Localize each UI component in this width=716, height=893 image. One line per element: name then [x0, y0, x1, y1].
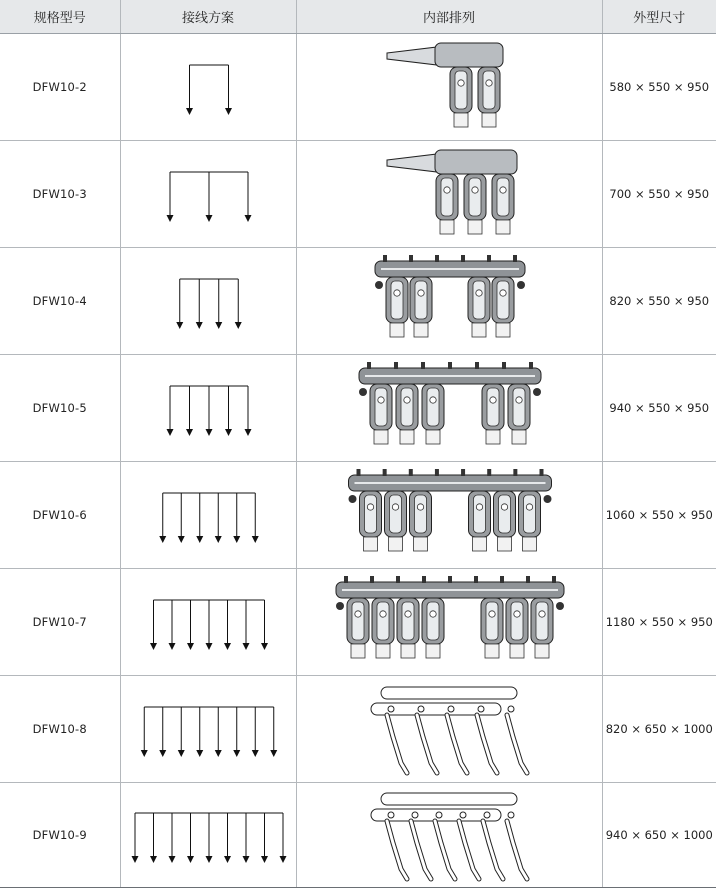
connector-bushing [483, 71, 495, 109]
connector-bushing [497, 178, 509, 216]
connector-bolt [443, 187, 449, 193]
cable-sleeve [535, 644, 549, 658]
side-lug [517, 281, 525, 289]
cable-sleeve [472, 323, 486, 337]
arrow-icon [205, 856, 212, 863]
model-cell: DFW10-6 [0, 462, 120, 569]
connector-bolt [403, 397, 409, 403]
stud [434, 469, 438, 476]
table-row [0, 462, 716, 569]
stud [461, 255, 465, 262]
connector-bushing [391, 281, 403, 319]
stud [418, 706, 424, 712]
cable-sleeve [390, 323, 404, 337]
cable-sleeve [486, 430, 500, 444]
stud [448, 706, 454, 712]
model-cell: DFW10-5 [0, 355, 120, 462]
layout-cell [296, 34, 602, 141]
connector-bolt [392, 504, 398, 510]
layout-cell [296, 783, 602, 888]
elbow-connector [468, 277, 490, 337]
arrow-icon [214, 750, 221, 757]
cable-sleeve [472, 537, 486, 551]
connector-bushing [415, 281, 427, 319]
arrow-icon [225, 429, 232, 436]
connector-bushing [352, 602, 364, 640]
cable-sleeve [512, 430, 526, 444]
arrow-icon [205, 215, 212, 222]
elbow-connector [422, 384, 444, 444]
size-cell: 1180 × 550 × 950 [602, 569, 716, 676]
stud [529, 362, 533, 369]
arrow-icon [196, 536, 203, 543]
arrow-icon [187, 643, 194, 650]
elbow-connector [370, 384, 392, 444]
arrow-icon [140, 750, 147, 757]
arrow-icon [168, 856, 175, 863]
stud [513, 255, 517, 262]
arrow-icon [131, 856, 138, 863]
layout-cell [296, 569, 602, 676]
stud [412, 812, 418, 818]
elbow-connector [396, 384, 418, 444]
wiring-cell [120, 783, 296, 888]
arrow-icon [159, 750, 166, 757]
side-lug [533, 388, 541, 396]
stud [508, 706, 514, 712]
arrow-icon [150, 643, 157, 650]
wiring-cell [120, 676, 296, 783]
arrow-icon [261, 856, 268, 863]
elbow-connector [492, 174, 514, 234]
stud [370, 576, 374, 583]
table-row [0, 569, 716, 676]
connector-bolt [429, 611, 435, 617]
table-row [0, 34, 716, 141]
busbar-housing [435, 43, 503, 67]
elbow-connector [372, 598, 394, 658]
connector-bolt [538, 611, 544, 617]
side-lug [336, 602, 344, 610]
arrow-icon [261, 643, 268, 650]
connector-bolt [471, 187, 477, 193]
elbow-connector [531, 598, 553, 658]
cable-sleeve [351, 644, 365, 658]
size-cell: 700 × 550 × 950 [602, 141, 716, 248]
elbow-connector [464, 174, 486, 234]
connector-bushing [377, 602, 389, 640]
upper-busbar [381, 793, 517, 805]
connector-bolt [513, 611, 519, 617]
model-cell: DFW10-7 [0, 569, 120, 676]
cable-sleeve [510, 644, 524, 658]
model-cell: DFW10-4 [0, 248, 120, 355]
stud [478, 706, 484, 712]
connector-bushing [487, 388, 499, 426]
bushing-arm [387, 47, 437, 65]
connector-bushing [511, 602, 523, 640]
connector-bushing [427, 388, 439, 426]
header-size: 外型尺寸 [602, 0, 716, 34]
arrow-icon [186, 108, 193, 115]
cable-sleeve [401, 644, 415, 658]
arrow-icon [176, 322, 183, 329]
stud [421, 362, 425, 369]
internal-layout-drawing [297, 570, 603, 674]
connector-bushing [389, 495, 401, 533]
connector-bolt [404, 611, 410, 617]
connector-bushing [497, 281, 509, 319]
connector-bolt [526, 504, 532, 510]
bushing-arm [387, 154, 437, 172]
connector-bolt [485, 80, 491, 86]
cable-sleeve [496, 323, 510, 337]
internal-layout-drawing [297, 249, 603, 353]
arrow-icon [205, 429, 212, 436]
wiring-diagram [121, 251, 297, 351]
arrow-icon [244, 429, 251, 436]
arrow-icon [279, 856, 286, 863]
stud [367, 362, 371, 369]
connector-bolt [367, 504, 373, 510]
cable-sleeve [363, 537, 377, 551]
stud [383, 255, 387, 262]
connector-bushing [427, 602, 439, 640]
arrow-icon [234, 322, 241, 329]
connector-bushing [364, 495, 376, 533]
arrow-icon [159, 536, 166, 543]
model-cell: DFW10-8 [0, 676, 120, 783]
connector-bolt [379, 611, 385, 617]
connector-bolt [499, 187, 505, 193]
connector-bolt [499, 290, 505, 296]
side-lug [359, 388, 367, 396]
size-cell: 1060 × 550 × 950 [602, 462, 716, 569]
stud [448, 576, 452, 583]
connector-bushing [473, 281, 485, 319]
elbow-connector [506, 598, 528, 658]
arrow-icon [270, 750, 277, 757]
stud [435, 255, 439, 262]
isometric-assembly [371, 687, 527, 773]
arrow-icon [150, 856, 157, 863]
elbow-connector [481, 598, 503, 658]
stud [475, 362, 479, 369]
cable-sleeve [414, 323, 428, 337]
connector-bolt [515, 397, 521, 403]
connector-bolt [377, 397, 383, 403]
arrow-icon [214, 536, 221, 543]
stud [552, 576, 556, 583]
side-lug [543, 495, 551, 503]
cable-sleeve [426, 430, 440, 444]
connector-bolt [475, 290, 481, 296]
stud [539, 469, 543, 476]
wiring-cell [120, 248, 296, 355]
cable-sleeve [454, 113, 468, 127]
stud [526, 576, 530, 583]
connector-bushing [469, 178, 481, 216]
elbow-connector [518, 491, 540, 551]
header-wiring: 接线方案 [120, 0, 296, 34]
elbow-connector [386, 277, 408, 337]
wiring-cell [120, 141, 296, 248]
cable-sleeve [374, 430, 388, 444]
connector-bushing [441, 178, 453, 216]
stud [394, 362, 398, 369]
stud [356, 469, 360, 476]
stud [487, 469, 491, 476]
layout-cell [296, 462, 602, 569]
wiring-diagram [121, 144, 297, 244]
internal-layout-drawing [297, 783, 603, 887]
arrow-icon [233, 536, 240, 543]
arrow-icon [244, 215, 251, 222]
connector-bolt [489, 397, 495, 403]
elbow-connector [450, 67, 472, 127]
busbar-housing [435, 150, 517, 174]
elbow-connector [492, 277, 514, 337]
arrow-icon [195, 322, 202, 329]
connector-bushing [498, 495, 510, 533]
wiring-diagram [121, 679, 297, 779]
stud [422, 576, 426, 583]
internal-layout-drawing [297, 35, 603, 139]
size-cell: 820 × 550 × 950 [602, 248, 716, 355]
stud [344, 576, 348, 583]
connector-bushing [375, 388, 387, 426]
connector-bolt [354, 611, 360, 617]
connector-bolt [417, 504, 423, 510]
header-row [0, 0, 716, 34]
model-cell: DFW10-3 [0, 141, 120, 248]
model-cell: DFW10-2 [0, 34, 120, 141]
arrow-icon [225, 108, 232, 115]
wiring-cell [120, 355, 296, 462]
layout-cell [296, 355, 602, 462]
elbow-connector [478, 67, 500, 127]
isometric-assembly [371, 793, 527, 879]
elbow-connector [422, 598, 444, 658]
arrow-icon [166, 215, 173, 222]
upper-busbar [381, 687, 517, 699]
internal-layout-drawing [297, 463, 603, 567]
connector-bolt [501, 504, 507, 510]
wiring-diagram [121, 465, 297, 565]
stud [513, 469, 517, 476]
internal-layout-drawing [297, 356, 603, 460]
arrow-icon [177, 536, 184, 543]
layout-cell [296, 141, 602, 248]
stud [487, 255, 491, 262]
arrow-icon [187, 856, 194, 863]
cable-sleeve [496, 220, 510, 234]
size-cell: 580 × 550 × 950 [602, 34, 716, 141]
arrow-icon [251, 750, 258, 757]
elbow-connector [493, 491, 515, 551]
table-row [0, 355, 716, 462]
arrow-icon [166, 429, 173, 436]
connector-bolt [393, 290, 399, 296]
elbow-connector [436, 174, 458, 234]
cable-sleeve [522, 537, 536, 551]
stud [500, 576, 504, 583]
arrow-icon [196, 750, 203, 757]
wiring-diagram [121, 785, 297, 885]
connector-bushing [486, 602, 498, 640]
elbow-connector [359, 491, 381, 551]
arrow-icon [242, 643, 249, 650]
arrow-icon [233, 750, 240, 757]
arrow-icon [251, 536, 258, 543]
layout-cell [296, 248, 602, 355]
connector-bushing [536, 602, 548, 640]
header-model: 规格型号 [0, 0, 120, 34]
table-row [0, 676, 716, 783]
layout-cell [296, 676, 602, 783]
stud [388, 812, 394, 818]
stud [448, 362, 452, 369]
arrow-icon [205, 643, 212, 650]
wiring-diagram [121, 358, 297, 458]
cable-sleeve [497, 537, 511, 551]
arrow-icon [224, 643, 231, 650]
elbow-connector [347, 598, 369, 658]
stud [388, 706, 394, 712]
stud [436, 812, 442, 818]
cable-sleeve [413, 537, 427, 551]
connector-bolt [476, 504, 482, 510]
wiring-diagram [121, 37, 297, 137]
connector-bolt [417, 290, 423, 296]
stud [382, 469, 386, 476]
internal-layout-drawing [297, 142, 603, 246]
model-cell: DFW10-9 [0, 783, 120, 888]
stud [408, 469, 412, 476]
cable-sleeve [468, 220, 482, 234]
stud [484, 812, 490, 818]
cable-sleeve [400, 430, 414, 444]
side-lug [348, 495, 356, 503]
elbow-connector [409, 491, 431, 551]
arrow-icon [224, 856, 231, 863]
size-cell: 940 × 550 × 950 [602, 355, 716, 462]
wiring-cell [120, 462, 296, 569]
arrow-icon [177, 750, 184, 757]
elbow-connector [384, 491, 406, 551]
side-lug [375, 281, 383, 289]
connector-bushing [523, 495, 535, 533]
connector-bushing [402, 602, 414, 640]
stud [502, 362, 506, 369]
wiring-diagram [121, 572, 297, 672]
elbow-connector [410, 277, 432, 337]
cable-sleeve [426, 644, 440, 658]
elbow-connector [508, 384, 530, 444]
table-row [0, 783, 716, 888]
wiring-cell [120, 34, 296, 141]
internal-layout-drawing [297, 677, 603, 781]
cable-sleeve [482, 113, 496, 127]
table-row [0, 248, 716, 355]
size-cell: 940 × 650 × 1000 [602, 783, 716, 888]
connector-bushing [455, 71, 467, 109]
stud [508, 812, 514, 818]
arrow-icon [168, 643, 175, 650]
elbow-connector [397, 598, 419, 658]
header-layout: 内部排列 [296, 0, 602, 34]
connector-bolt [488, 611, 494, 617]
wiring-cell [120, 569, 296, 676]
connector-bushing [401, 388, 413, 426]
stud [474, 576, 478, 583]
cable-sleeve [485, 644, 499, 658]
arrow-icon [242, 856, 249, 863]
elbow-connector [482, 384, 504, 444]
connector-bolt [429, 397, 435, 403]
side-lug [556, 602, 564, 610]
size-cell: 820 × 650 × 1000 [602, 676, 716, 783]
stud [409, 255, 413, 262]
arrow-icon [215, 322, 222, 329]
cable-sleeve [388, 537, 402, 551]
cable-sleeve [440, 220, 454, 234]
arrow-icon [186, 429, 193, 436]
connector-bushing [473, 495, 485, 533]
cable-sleeve [376, 644, 390, 658]
connector-bushing [414, 495, 426, 533]
table-row [0, 141, 716, 248]
stud [461, 469, 465, 476]
elbow-connector [468, 491, 490, 551]
connector-bushing [513, 388, 525, 426]
stud [460, 812, 466, 818]
stud [396, 576, 400, 583]
connector-bolt [457, 80, 463, 86]
